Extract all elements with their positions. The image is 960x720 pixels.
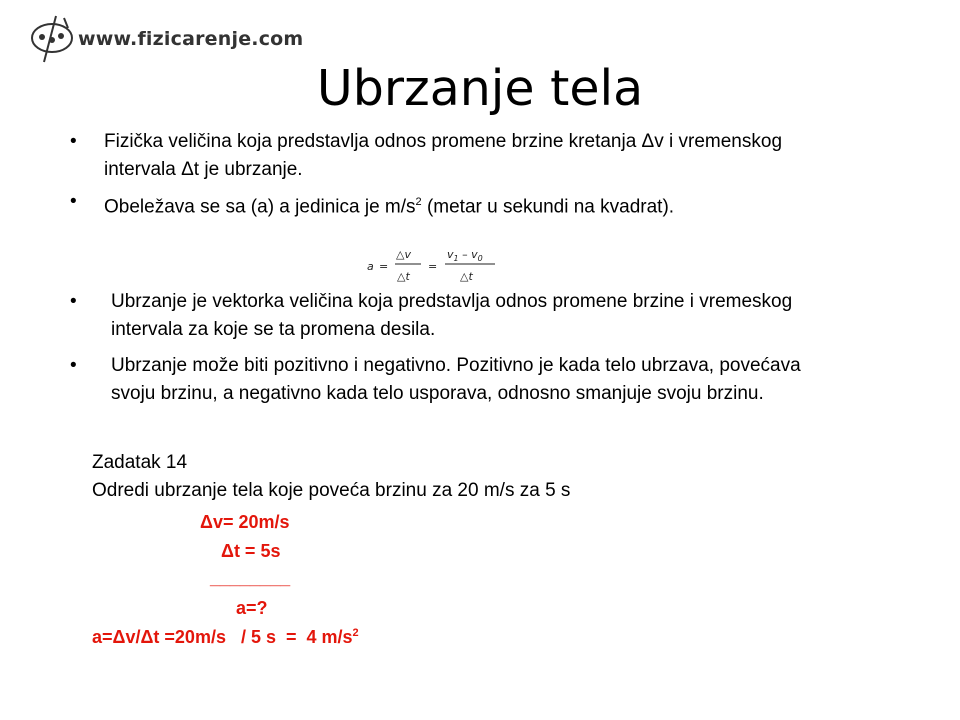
bullet-line — [104, 188, 674, 221]
given-time-interval: Δt = 5s — [221, 541, 281, 561]
formula-numerator: $v_1 - v_0$ — [447, 248, 483, 263]
bullet-line: Ubrzanje je vektorka veličina koja predstavlja odnos promene brzine i vremeskog — [111, 291, 793, 312]
bullet-line: svoju brzinu, a negativno kada telo usporava, odnosno smanjuje svoju brzinu. — [111, 383, 764, 404]
formula-denominator: △t — [397, 270, 410, 283]
formula-equals: = — [428, 260, 438, 273]
given-velocity-change: Δv= 20m/s — [200, 512, 290, 532]
logo-text: www.fizicarenje.com — [78, 28, 304, 50]
bullet-text-part: Obeležava se sa (a) a jedinica je m/s — [104, 196, 416, 218]
solution — [92, 627, 359, 648]
given-divider: ________ — [210, 568, 291, 588]
bullet-line: intervala Δt je ubrzanje. — [104, 159, 303, 180]
formula-numerator: △v — [396, 248, 411, 261]
bullet-line: Fizička veličina koja predstavlja odnos promene brzine kretanja Δv i vremenskog — [104, 131, 783, 152]
unknown-value: a=? — [236, 598, 268, 618]
bullet-dot-icon: • — [70, 131, 77, 152]
formula-equals: = — [379, 260, 389, 273]
bullet-line: intervala za koje se ta promena desila. — [111, 319, 436, 340]
bullet-dot-icon: • — [70, 355, 77, 376]
bullet-text-part: (metar u sekundi na kvadrat). — [421, 196, 675, 218]
solution-exponent: 2 — [352, 627, 359, 639]
task-block — [92, 449, 570, 505]
site-logo — [28, 14, 304, 66]
solution-text: a=Δv/Δt =20m/s / 5 s = 4 m/s — [92, 627, 353, 647]
formula-lhs: a — [367, 260, 374, 273]
task-heading: Zadatak 14 — [92, 452, 188, 473]
acceleration-formula — [365, 243, 500, 287]
bullet-dot-icon: • — [70, 291, 77, 312]
task-question: Odredi ubrzanje tela koje poveća brzinu za 20 m/s za 5 s — [92, 480, 571, 501]
bullet-dot-icon: • — [70, 191, 77, 212]
formula-denominator: △t — [460, 270, 473, 283]
bullet-line: Ubrzanje može biti pozitivno i negativno. Pozitivno je kada telo ubrzava, povećava — [111, 355, 801, 376]
unit-exponent: 2 — [415, 196, 422, 208]
slide-title: Ubrzanje tela — [316, 60, 644, 117]
fizicarenje-logo-icon — [28, 14, 78, 66]
